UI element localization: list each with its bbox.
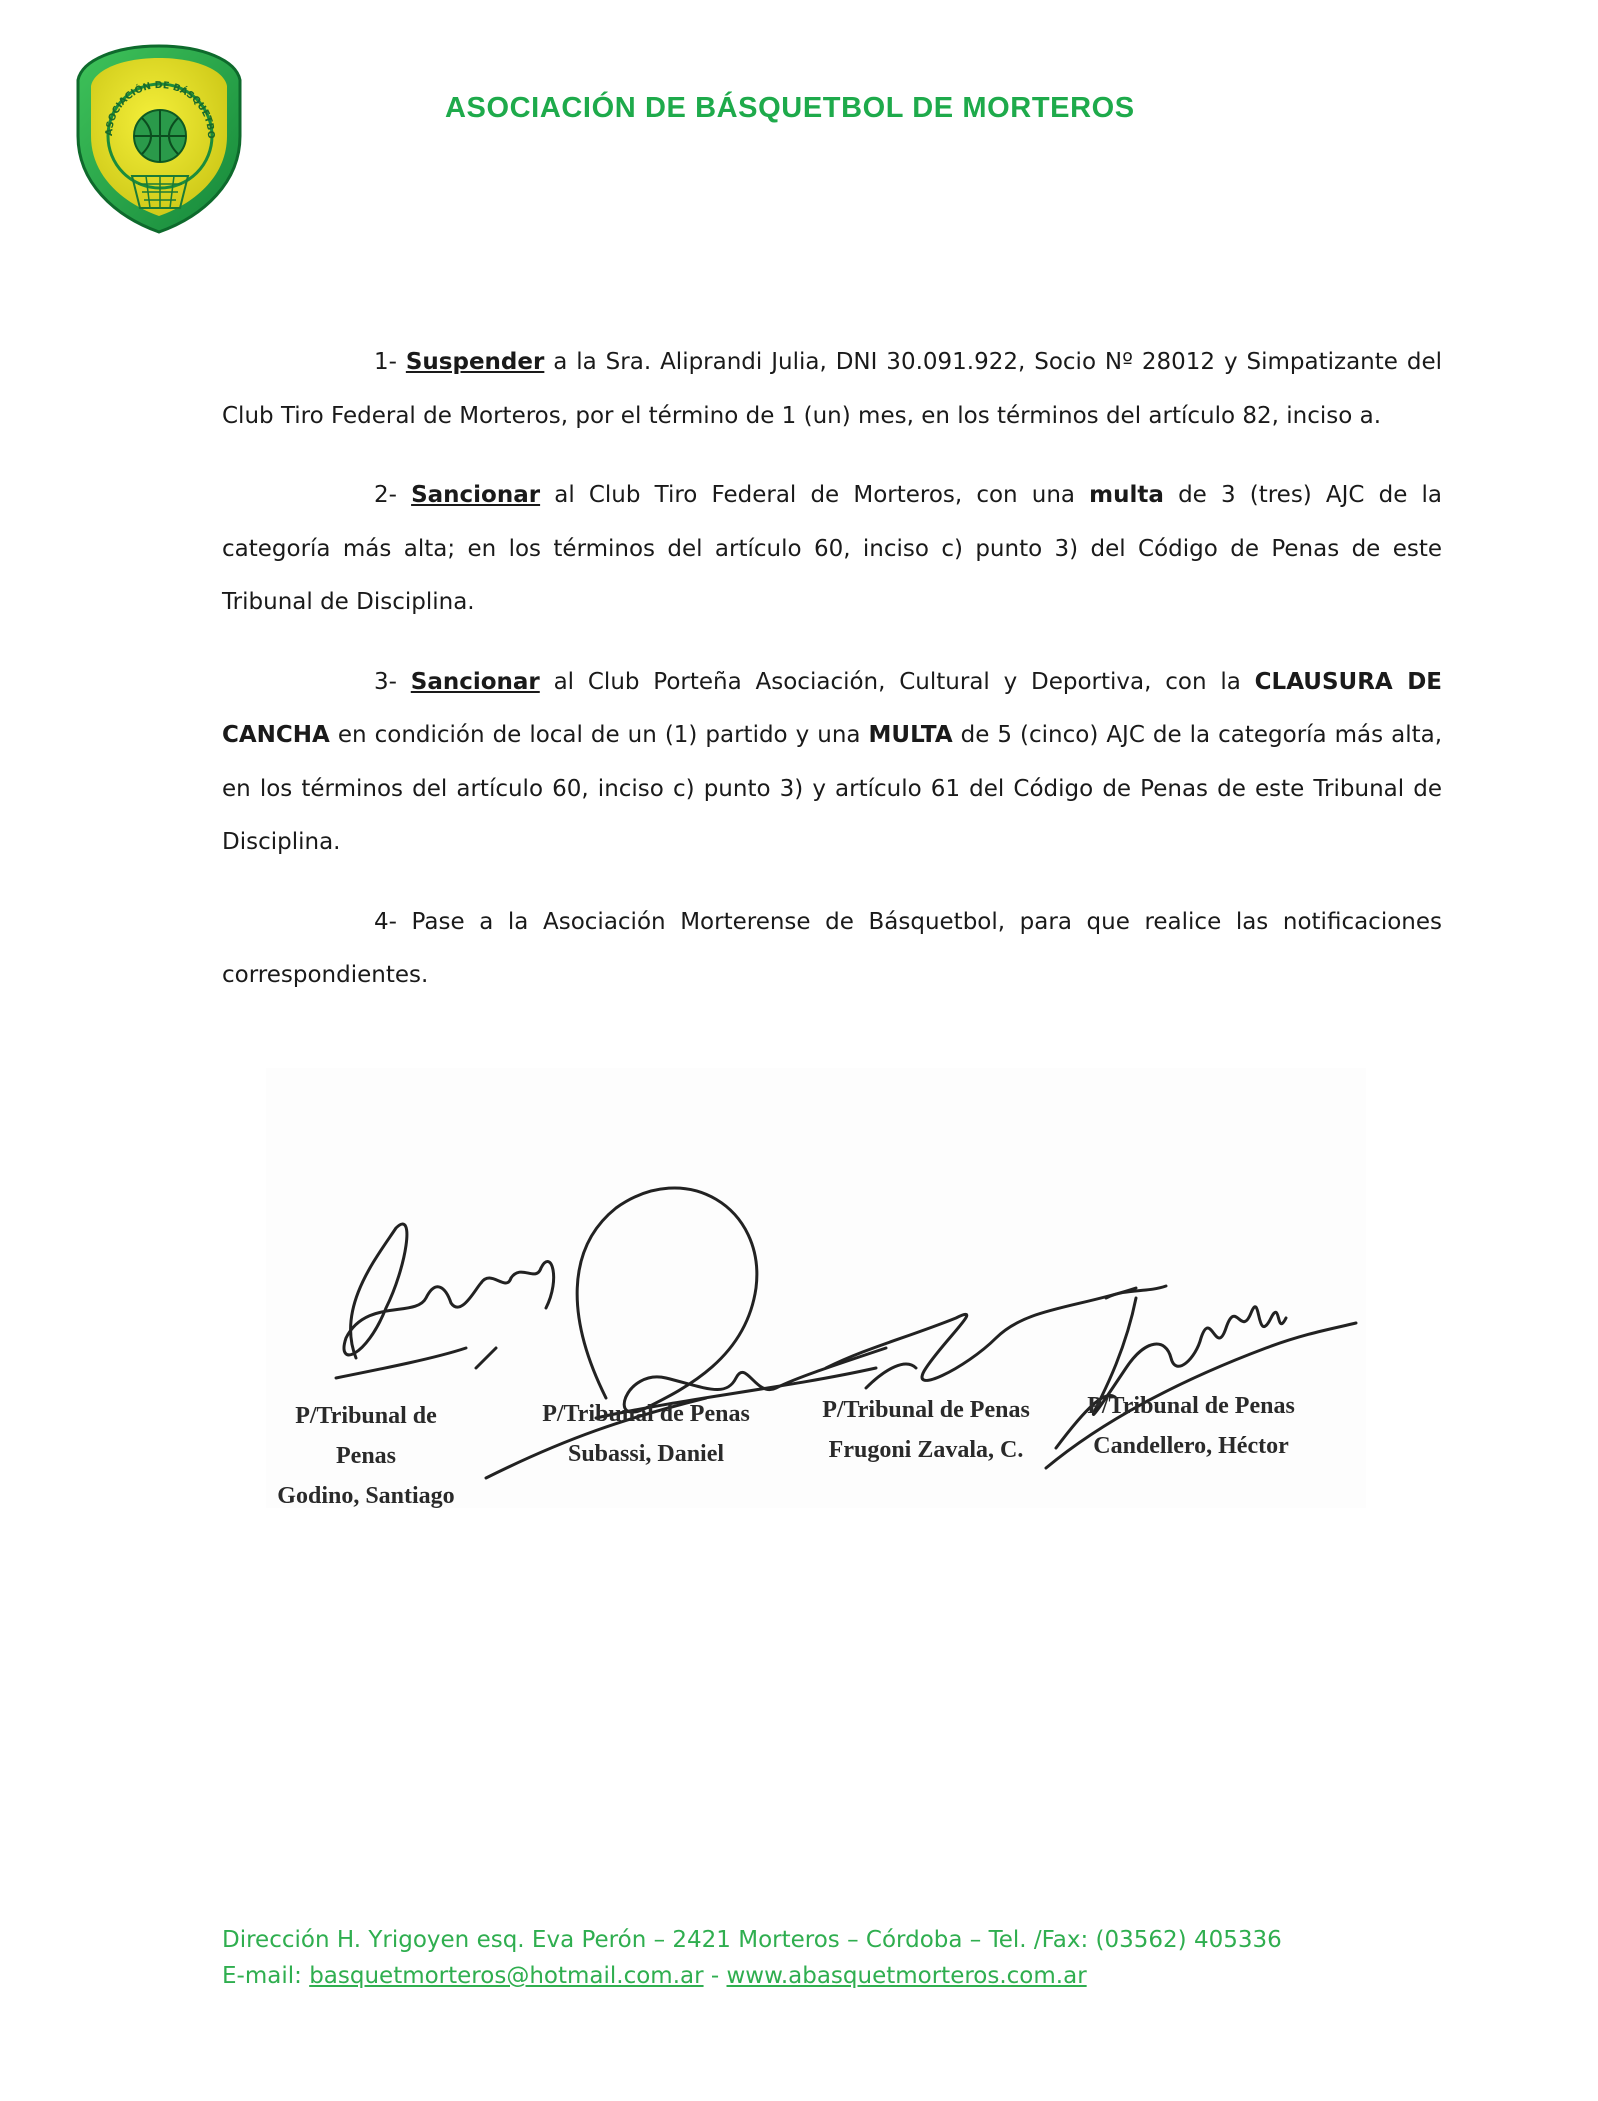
resolution-number: 1- [374,349,397,375]
signature-block-3 [806,1390,1046,1470]
resolution-text: a la Sra. Aliprandi Julia, DNI 30.091.922, Socio Nº 28012 y Simpatizante del Club Tiro Federal de Morteros, por el término de 1 (un) mes, en los términos del artículo 82, inciso a. [222,349,1442,429]
resolution-number: 3- [374,668,397,695]
footer-separator: - [710,1963,720,1989]
resolution-number: 4- [374,908,397,935]
signature-title: P/Tribunal de Penas [295,1403,437,1469]
resolution-keyword: Sancionar [410,668,540,695]
footer-email-link[interactable]: basquetmorteros@hotmail.com.ar [309,1963,704,1989]
resolution-text: al Club Tiro Federal de Morteros, con una [554,482,1076,508]
signature-name: Frugoni Zavala, C. [828,1437,1024,1463]
resolution-keyword: Sancionar [411,482,541,508]
signature-title: P/Tribunal de Penas [1087,1393,1295,1419]
resolution-text: Pase a la Asociación Morterense de Básquetbol, para que realice las notificaciones correspondientes. [222,908,1442,988]
resolution-3 [222,656,1442,870]
signature-block-2 [531,1394,761,1474]
resolution-1 [222,336,1442,443]
resolution-text: al Club Porteña Asociación, Cultural y Deportiva, con la [553,668,1241,695]
resolution-4 [222,896,1442,1003]
resolution-text: de 3 (tres) AJC de la categoría más alta; en los términos del artículo 60, inciso c) punto 3) del Código de Penas de este Tribunal de Disciplina. [222,482,1442,615]
resolution-emphasis: CLAUSURA DE CANCHA [222,668,1443,748]
signature-title: P/Tribunal de Penas [822,1397,1030,1423]
footer-address: Dirección H. Yrigoyen esq. Eva Perón – 2421 Morteros – Córdoba – Tel. /Fax: (03562) 405336 [222,1927,1282,1953]
footer-website-link[interactable]: www.abasquetmorteros.com.ar [726,1963,1087,1989]
signature-name: Subassi, Daniel [567,1441,725,1467]
signature-title: P/Tribunal de Penas [542,1401,750,1427]
resolution-text: en condición de local de un (1) partido y una [337,722,861,748]
resolution-emphasis: MULTA [868,722,953,748]
resolution-2 [222,469,1442,630]
footer-contact [222,1922,1282,1994]
resolution-emphasis: multa [1089,482,1164,508]
resolution-keyword: Suspender [405,349,545,375]
resolution-text: de 5 (cinco) AJC de la categoría más alta, en los términos del artículo 60, inciso c) punto 3) y artículo 61 del Código de Penas de este Tribunal de Disciplina. [222,722,1443,855]
footer-email-label: E-mail: [222,1963,302,1989]
resolution-number: 2- [374,482,397,508]
signature-name: Godino, Santiago [277,1483,455,1509]
signature-block-4 [1071,1386,1311,1466]
association-title: ASOCIACIÓN DE BÁSQUETBOL DE MORTEROS [445,92,1135,124]
resolutions-body [222,336,1442,1003]
footer-contact-line [222,1958,1282,1994]
signature-name: Candellero, Héctor [1093,1433,1289,1459]
signature-block-1 [266,1396,466,1516]
signatures-area [266,1068,1366,1508]
logo-ring-text: ASOCIACIÓN DE BÁSQUETBO [103,79,217,139]
association-logo [72,40,246,236]
